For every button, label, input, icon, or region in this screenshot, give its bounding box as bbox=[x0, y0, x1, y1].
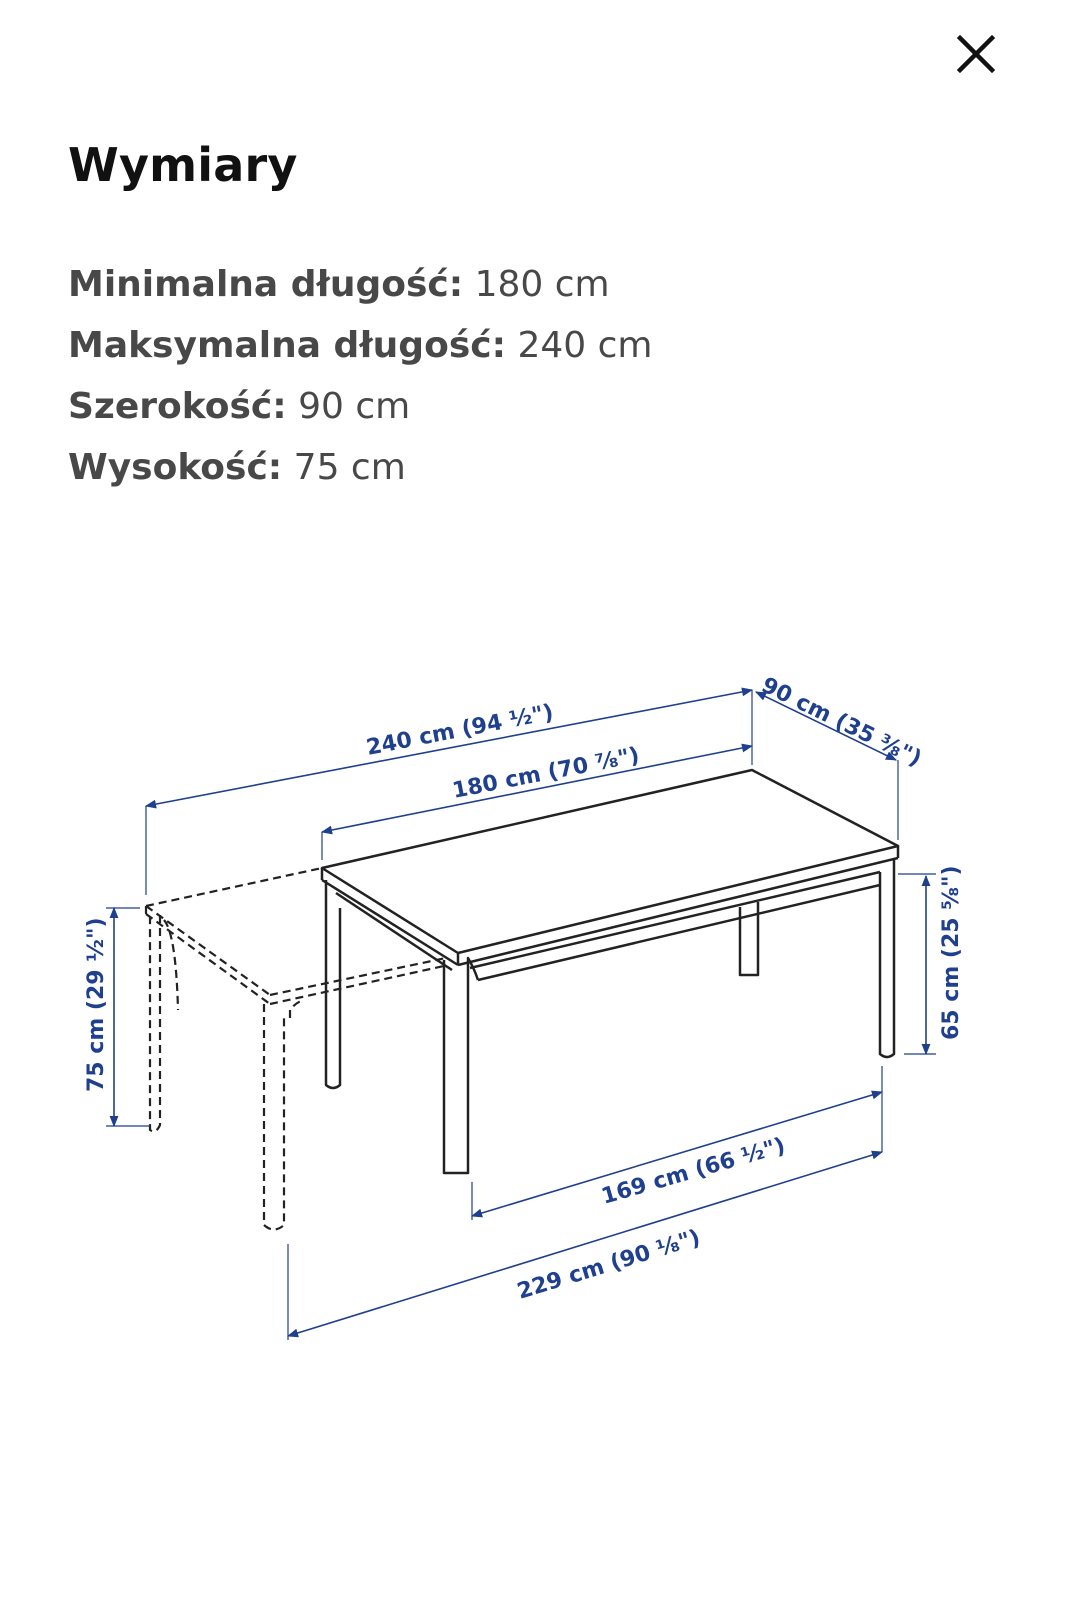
spec-label: Maksymalna długość: bbox=[68, 325, 506, 366]
extension-leaf-drawing bbox=[146, 868, 446, 1230]
table-top bbox=[322, 770, 898, 953]
table-leg bbox=[880, 858, 894, 1057]
spec-label: Minimalna długość: bbox=[68, 264, 464, 305]
spec-min-length bbox=[68, 254, 652, 315]
dimension-max-length: 240 cm (94 ½") bbox=[364, 700, 556, 761]
table-leg bbox=[444, 958, 478, 1173]
spec-label: Wysokość: bbox=[68, 447, 283, 488]
dimension-width: 90 cm (35 ⅜") bbox=[757, 672, 926, 772]
spec-width bbox=[68, 376, 652, 437]
spec-value: 180 cm bbox=[474, 264, 610, 305]
table-dimension-diagram bbox=[0, 540, 1080, 1440]
close-button[interactable] bbox=[952, 30, 1000, 78]
table-leg bbox=[740, 902, 758, 975]
spec-height bbox=[68, 437, 652, 498]
dimension-min-leg-span: 169 cm (66 ½") bbox=[598, 1133, 789, 1210]
close-icon bbox=[956, 34, 996, 74]
page-title: Wymiary bbox=[68, 138, 298, 192]
spec-value: 240 cm bbox=[517, 325, 653, 366]
table-leg bbox=[326, 880, 340, 1088]
spec-label: Szerokość: bbox=[68, 386, 287, 427]
spec-value: 90 cm bbox=[298, 386, 411, 427]
dimension-height: 75 cm (29 ½") bbox=[84, 917, 109, 1092]
dimension-max-leg-span: 229 cm (90 ⅛") bbox=[514, 1225, 704, 1305]
dimension-leg-height: 65 cm (25 ⅝") bbox=[939, 865, 964, 1040]
dimension-min-length: 180 cm (70 ⅞") bbox=[450, 743, 642, 804]
spec-max-length bbox=[68, 315, 652, 376]
spec-value: 75 cm bbox=[293, 447, 406, 488]
dimension-specs bbox=[68, 254, 652, 498]
